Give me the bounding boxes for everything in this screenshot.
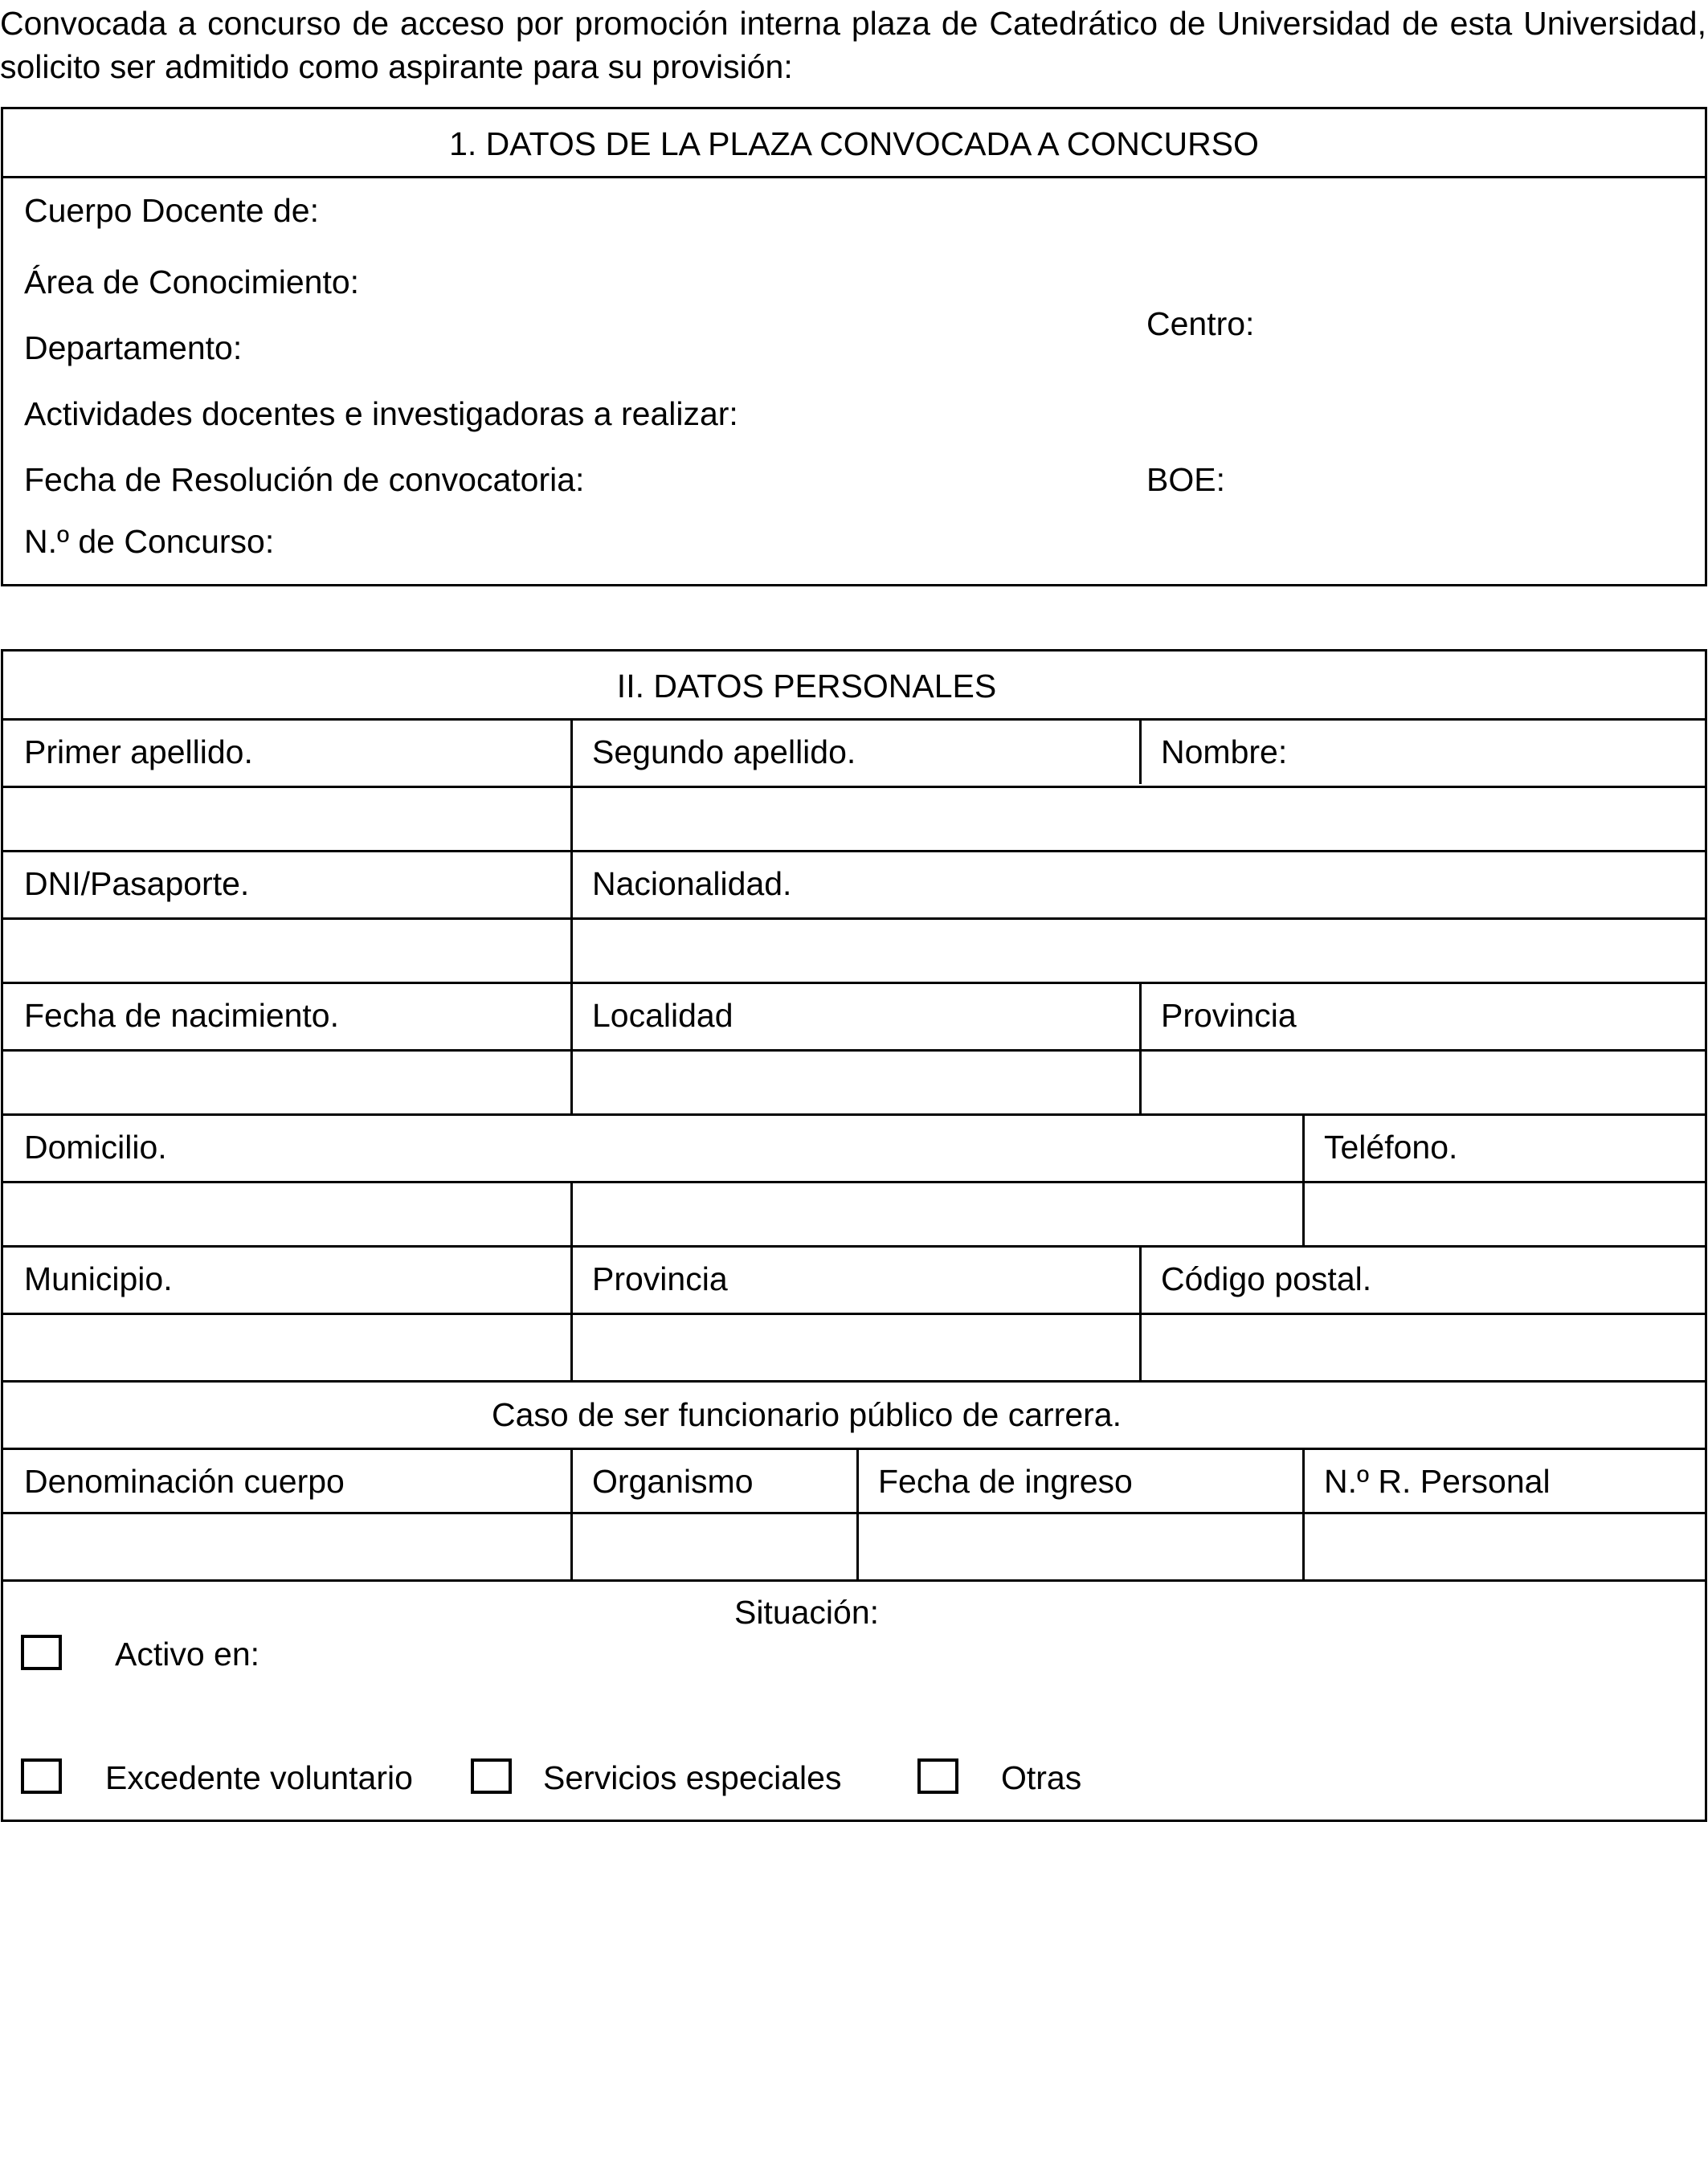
nombre-field[interactable] [1142, 788, 1705, 850]
municipio-label: Municipio. [24, 1260, 173, 1297]
intro-text: Convocada a concurso de acceso por promoción interna plaza de Catedrático de Universidad de esta Universidad, solicito ser admitido como aspirante para su provisión: [0, 5, 1706, 85]
codigo-postal-field[interactable] [1142, 1315, 1705, 1380]
fecha-ingreso-field[interactable] [859, 1514, 1300, 1579]
denominacion-field[interactable] [3, 1514, 568, 1579]
activo-checkbox[interactable] [21, 1635, 62, 1670]
personales-title: II. DATOS PERSONALES [616, 668, 997, 705]
divider [1139, 718, 1142, 784]
provincia2-field[interactable] [573, 1315, 1138, 1380]
divider [3, 982, 1705, 984]
nacionalidad-label: Nacionalidad. [592, 865, 792, 902]
codigo-postal-label: Código postal. [1161, 1260, 1372, 1297]
fecha-nacimiento-field[interactable] [3, 1052, 568, 1113]
telefono-label: Teléfono. [1324, 1129, 1458, 1166]
servicios-checkbox[interactable] [471, 1758, 512, 1794]
nombre-label: Nombre: [1161, 733, 1288, 770]
activo-label: Activo en: [115, 1636, 260, 1673]
excedente-checkbox[interactable] [21, 1758, 62, 1794]
funcionario-title: Caso de ser funcionario público de carrera. [492, 1396, 1122, 1433]
dni-label: DNI/Pasaporte. [24, 865, 250, 902]
organismo-field[interactable] [573, 1514, 854, 1579]
centro-label: Centro: [1146, 305, 1255, 342]
n-registro-label: N.º R. Personal [1324, 1463, 1551, 1500]
excedente-label: Excedente voluntario [105, 1759, 413, 1796]
cuerpo-label: Cuerpo Docente de: [24, 192, 319, 229]
nacionalidad-field[interactable] [573, 920, 1705, 982]
municipio-field[interactable] [3, 1315, 568, 1380]
localidad-label: Localidad [592, 997, 733, 1034]
divider [3, 1448, 1705, 1450]
divider [3, 176, 1705, 178]
fecha-ingreso-label: Fecha de ingreso [878, 1463, 1133, 1500]
actividades-label: Actividades docentes e investigadoras a realizar: [24, 395, 738, 432]
divider [3, 1113, 1705, 1116]
fecha-resolucion-label: Fecha de Resolución de convocatoria: [24, 461, 585, 498]
divider [3, 718, 1705, 721]
plaza-section [1, 107, 1707, 586]
boe-label: BOE: [1146, 461, 1225, 498]
dni-field[interactable] [3, 920, 568, 982]
segundo-apellido-field[interactable] [573, 788, 1138, 850]
segundo-apellido-label: Segundo apellido. [592, 733, 856, 770]
provincia2-label: Provincia [592, 1260, 728, 1297]
divider [3, 1579, 1705, 1582]
fecha-nacimiento-label: Fecha de nacimiento. [24, 997, 340, 1034]
domicilio-label: Domicilio. [24, 1129, 167, 1166]
provincia-label: Provincia [1161, 997, 1297, 1034]
otras-checkbox[interactable] [917, 1758, 958, 1794]
provincia-field[interactable] [1142, 1052, 1705, 1113]
divider [3, 1245, 1705, 1248]
divider [1139, 982, 1142, 1049]
divider [3, 1380, 1705, 1383]
otras-label: Otras [1001, 1759, 1082, 1796]
personales-section [1, 649, 1707, 1822]
localidad-field[interactable] [573, 1052, 1138, 1113]
n-registro-field[interactable] [1305, 1514, 1705, 1579]
servicios-label: Servicios especiales [543, 1759, 842, 1796]
situacion-label: Situación: [733, 1594, 880, 1631]
primer-apellido-field[interactable] [3, 788, 568, 850]
plaza-title: 1. DATOS DE LA PLAZA CONVOCADA A CONCURSO [449, 125, 1259, 162]
organismo-label: Organismo [592, 1463, 754, 1500]
telefono-field[interactable] [1305, 1183, 1705, 1245]
n-concurso-label: N.º de Concurso: [24, 523, 275, 560]
area-label: Área de Conocimiento: [24, 263, 360, 300]
departamento-label: Departamento: [24, 329, 243, 366]
denominacion-label: Denominación cuerpo [24, 1463, 345, 1500]
divider [3, 850, 1705, 852]
primer-apellido-label: Primer apellido. [24, 733, 253, 770]
domicilio-field[interactable] [3, 1183, 1300, 1245]
